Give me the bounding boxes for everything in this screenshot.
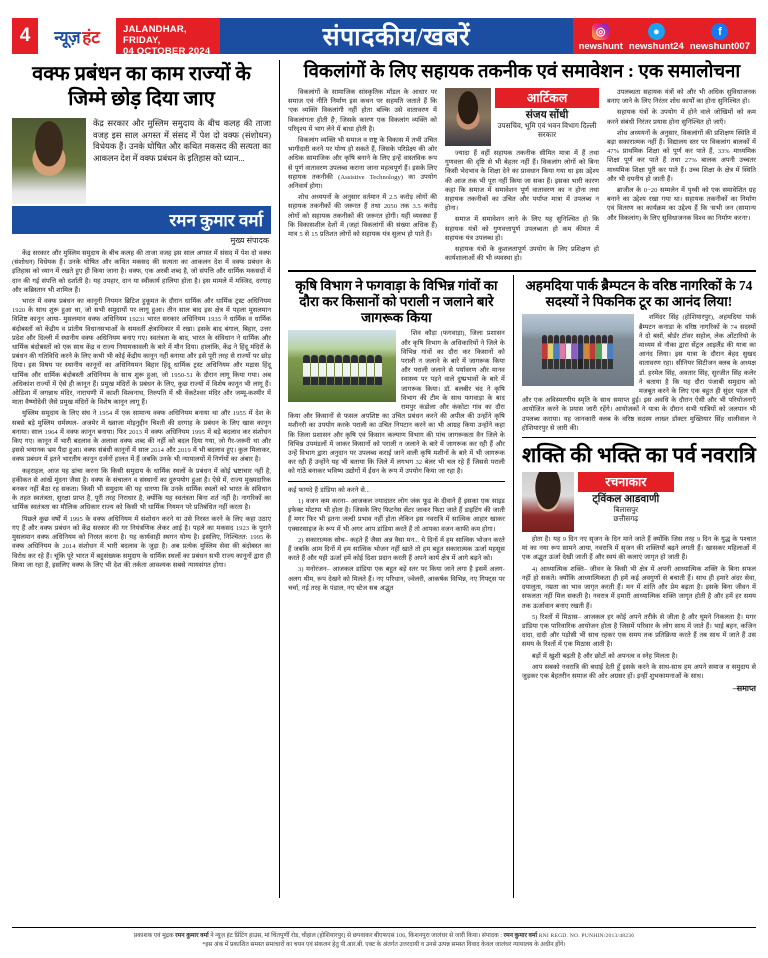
feature-col-2-text: ज्यादा हैं वहीं सहायक तकनीक सीमित मात्रा में हैं तथा गुणवत्ता की दृष्टि से भी बेहतर नहीं हैं। विकलांग लोगों को बिना किसी भेदभाव के शिक्षा देने का प्रावधान किया गया था इस उद्देश्य की आज तक भी पूरा नहीं किया जा सका हैं। इसका भारी कारण कहा कि समाज में समावेशन पूर्ण वातावरण का न होना तथा सहायक तकनीकों का उचित और पर्याप्त मात्रा में उपलब्ध न होना। समाज में समावेशन लाने के लिए यह सुनिश्चित हो कि सहायक यंत्रों को गुणवत्तापूर्ण उपलब्धता हो कम कीमत में सहायक यंत्र उपलब्ध हो। सहायक यंत्रों के कुशलतापूर्ण उपयोग के लिए प्रशिक्षण हो कार्यशालाओं की भी व्यवस्था हो।	[445, 150, 599, 263]
editorial-headline: वक्फ प्रबंधन का काम राज्यों के जिम्मे छोड़ दिया जाए	[32, 63, 251, 110]
facebook-icon: f	[711, 23, 728, 40]
edition-place: JALANDHAR, FRIDAY,	[123, 24, 187, 46]
twitter-handle: newshunt24	[628, 41, 684, 52]
section-title: संपादकीय/खबरें	[220, 18, 573, 54]
navratri-author-name: ट्विंकल आडवाणी	[592, 494, 660, 506]
news-story-farm	[288, 275, 505, 898]
footer-editor-name: रमन कुमार वर्मा	[503, 933, 538, 939]
footer-publisher-detail: ने न्यूज़ हंट प्रिंटिंग हाउस, मां चिंतपूर्णी रोड, चौहाल (होशियारपुर) से छपवाकर बीएफएस 106, किशनपुरा जालंधर से जारी किया। संपादक :	[208, 933, 504, 939]
navratri-headline: शक्ति की भक्ति का पर्व नवरात्रि	[522, 443, 756, 468]
feature-article	[288, 60, 756, 265]
fitness-body: कई फायदे हैं डांडिया को करने से... 1) वजन कम करना– आजकल ज्यादातर लोग जंक फूड के दीवाने हैं इसका एक साइड इफेक्ट मोटापा भी होता है। जिसके लिए फिटनेस सेंटर जाकर फिटा जाते हैं डाइटिंग की जाती हैं मगर फिर भी इतना जल्दी प्रभाव नहीं होता लेकिन इस नवरात्रि में सात्विक आहार खाकर एक्सरसाइज के रूप में भी अगर आप डांडिया करते हैं तो आपका वजन काफी कम होगा। 2) सकारात्मक सोच– कहते हैं जैसा अन्न वैसा मन... ये दिनों में हम सात्विक भोजन करते हैं जबकि आम दिनों में हम सात्विक भोजन नहीं खाते तो हम बहुत सकारात्मक ऊर्जा महसूस करते हैं और यही ऊर्जा हमें कोई दिशा प्रदान करती हैं अपने कार्य क्षेत्र में आगे बढ़ने को। 3) मनोरंजन– आजकल डांडिया एक बहुत बड़े स्तर पर किया जाने लगा है इसमें अलग-अलग थीम, रूप देखने को मिलते हैं। नए परिधान, ज्वेलरी, आकर्षक विभिन्न, नए गिफ्ट्स पर चर्चा, नई तरह के पंडाल, नए स्टेज सब अद्भुत	[288, 486, 505, 592]
credit-tag: आर्टिकल	[495, 88, 599, 108]
farm-body: शिव कौड़ा (फगवाड़ा), जिला प्रशासन और कृषि विभाग के अधिकारियों ने जिले के विभिन्न गांवों का दौरा कर किसानों को पराली न जलाने के बारे में जागरूक किया और पराली जलाने से पर्यावरण और मानव स्वास्थ्य पर पड़ने वाले दुष्प्रभावों के बारे में जागरूक किया। डॉ. बलबीर चंद ने कृषि विभाग की टीम के साथ फगवाड़ा के बाद रामपुर कंडोला और कंकोटा गांव का दौरा किया और किसानों से फसल अपशिष्ट का उचित प्रबंधन करने की अपील की उन्होंने कृषि मशीनरी का उपयोग करके पराली का उचित निपटान करने का भी आग्रह किया उन्होंने कहा कि जिला प्रशासन और कृषि एवं किसान कल्याण विभाग की पांच जागरूकता वैन जिले के विभिन्न उपमंडलों में जाकर किसानों को पराली न जलाने के बारे में जागरूक कर रही हैं और उन्हें विभाग द्वारा अनुदान पर उपलब्ध कराई जाने वाली कृषि मशीनों के बारे में भी जागरूक कर रही हैं उन्होंने यह भी बताया कि जिले में लगभग 32 बेलर भी चल रहे हैं जिससे पराली को गांठें बनाकर भविष्य उद्योगों में ईंधन के रूप में उपयोग किया जा रहा है।	[288, 330, 505, 476]
instagram-icon: ◎	[592, 23, 609, 40]
farm-headline: कृषि विभाग ने फगवाड़ा के विभिन्न गांवों का दौरा कर किसानों को पराली न जलाने बारे जागरूक किया	[295, 278, 498, 326]
author-credit-card	[495, 88, 599, 139]
footer-publisher-prefix: प्रकाशक एवं मुद्रक	[133, 933, 176, 939]
facebook-handle: newshunt007	[689, 41, 750, 52]
newspaper-logo	[38, 18, 116, 54]
author-name: संजय सोंधी	[525, 110, 569, 121]
page-number: 4	[12, 18, 38, 54]
edition-place-date	[116, 18, 220, 57]
footer-rni-number: RNI REGD. NO. PUNHIN/2013/48236	[537, 933, 635, 939]
footer-publisher-name: रमन कुमार वर्मा	[175, 933, 209, 939]
instagram-handle: newshunt	[578, 41, 623, 52]
navratri-credit-card	[578, 472, 674, 523]
social-facebook[interactable]	[690, 23, 750, 52]
author-photo	[445, 88, 491, 146]
farmers-photo	[288, 330, 396, 402]
editorial-column	[12, 60, 280, 898]
photo-figures	[288, 330, 396, 402]
news-story-picnic	[513, 275, 756, 898]
navratri-author-city: बिलासपुर	[613, 506, 639, 515]
editor-photo	[12, 118, 86, 204]
feature-headline: विकलांगों के लिए सहायक तकनीक एवं समावेशन : एक समालोचना	[303, 62, 741, 82]
logo-text-part1: न्यूज़	[54, 27, 81, 47]
social-handles	[573, 18, 756, 54]
seniors-photo	[522, 314, 634, 386]
picnic-body: शमिंदर सिंह (होशियारपुर), अहमदिया पार्क ब्रैम्पटन कनाडा के वरिष्ठ नागरिकों के 74 सदस्यों ने दो बसों, बोर्डर टॉवर सहोल, लेक ओंटारियो के माध्यम से नौका द्वारा सेंट्रल आइलैंड की यात्रा का आनंद लिया। इस यात्रा के दौरान बेहद सुखद वातावरण रहा। सीनियर सिटीजन क्लब के अध्यक्ष डॉ. हरमेल सिंह, अवतार सिंह, सुरजीत सिंह कलेर ने बताया है कि यह दौरा पंजाबी समुदाय को मजबूत करने के लिए एक बहुत ही सुंदर पहल थी और एक अविस्मरणीय स्मृति के साथ समाप्त हुई। इस अवधि के दौरान ऐसी और भी परियोजनाएँ आयोजित करने के प्रयास जारी रहेंगे। आयोजकों ने यात्रा के दौरान सभी यात्रियों को जलपान भी उपलब्ध कराया। यह जानकारी क्लब के वरिष्ठ सदस्य लाख्न डॉक्टर मुख्तियार सिंह धालीवाल ने होशियारपुर से जारी की।	[521, 314, 756, 432]
editorial-intro: केंद्र सरकार और मुस्लिम समुदाय के बीच कलह की ताजा वजह इस साल अगस्त में संसद में पेश दो वक्फ (संशोधन) विधेयक हैं। उनके घोषित और कथित मकसद की सत्यता का आकलन देश में वक्फ प्रबंधन के इतिहास को ध्यान...	[93, 119, 271, 163]
logo-text-part2: हंट	[82, 27, 100, 47]
news-row	[288, 275, 756, 898]
twitter-icon: ●	[648, 23, 665, 40]
editorial-author-block	[12, 118, 271, 204]
feature-col-3: उपलब्धता सहायक यंत्रों को और भी अधिक सुविधाजनक बनाए जाने के लिए निरंतर शोध कार्यों का होना सुनिश्चित हो। सहायक यंत्रों के उपयोग में होने वाले जोखिमों को कम करने संबंधी निरंतर प्रयास होना सुनिश्चित हो जाएँ। शोध अध्ययनों के अनुसार, विकलांगों की प्रशिक्षण स्थिति में बड़ा सकारात्मक नहीं हैं। विद्यालय स्तर पर विकलांग बालकों में 47% प्राथमिक शिक्षा को पूर्ण कर पाते हैं, 33% माध्यमिक शिक्षा पूर्ण कर पाते हैं तथा 27% बालक अपनी उच्चतर माध्यमिक शिक्षा पूरी कर पाते हैं। उच्च शिक्षा के क्षेत्र में स्थिति और भी दयनीय हो जाती हैं। ब्राजील के 0−20 सम्मलेन में पृथ्वी को एक समावेशित ग्रह बनाने का उद्देश्य रखा गया था। सहायक तकनीकों का निर्माण एवं वितरण का कार्यक्रम का उद्देश्य हैं कि 'सभी जन (सामान्य और विकलांग) के लिए सुविधाजनक विश्व का निर्माण करना'।	[607, 89, 756, 222]
navratri-credit-block	[522, 472, 756, 532]
newspaper-page	[0, 18, 768, 958]
news-area	[280, 60, 756, 898]
credit-tag: रचनाकार	[578, 472, 674, 492]
edition-date: 04 OCTOBER 2024	[123, 46, 211, 57]
feature-col-1: विकलांगों के सामाजिक सांस्कृतिक मॉडल के आधार पर समाज एवं नीति निर्माण इस कथन पर सहमति जताते हैं कि 'एक व्यक्ति विकलांगी नहीं होता बल्कि उसे वातावरण में विकलांगता होती हैं', जिसके कारण एक विकलांग व्यक्ति को परिदृश्य में भाग लेने में बाधा होती है। विकलांग व्यक्ति भी समाज व राष्ट्र के विकास में तभी उचित भागीदारी करने पर योग्य हो सकते हैं, जिसके परिप्रेक्ष्य की ओर अधिक सामाजिक और कृषि बनाने के लिए इन्हें वास्तविक रूप से पूर्ण वातावरण उपलब्ध कराना जाना महत्वपूर्ण हैं। इसके लिए सहायक तकनीकी (Assistive Technology) का उपयोग अनिवार्य होगा। शोध अध्ययनों के अनुसार वर्तमान में 2.5 करोड़ लोगों की सहायक तकनीकों की जरूरत हैं तथा 2050 तक 3.5 करोड़ लोगों को सहायक तकनीकों की जरूरत होगी। यहीं व्यवस्था हैं कि विकासशील देशों में (जहां विकलांगों की संख्या अधिक हैं) मात्र 5 से 15 प्रतिशत लोगों को सहायक यंत्र सुलभ हो पाते हैं।	[288, 89, 437, 239]
end-mark: –समाप्त	[732, 684, 756, 694]
picnic-headline: अहमदिया पार्क ब्रैम्पटन के वरिष्ठ नागरिकों के 74 सदस्यों ने पिकनिक टूर का आनंद लिया!	[525, 278, 753, 310]
photo-figures	[522, 314, 634, 386]
footer-line-2: *इस अंक में प्रकाशित समस्त समाचारों का चयन एवं संकलन हेतु पी.आर.बी. एक्ट के अंतर्गत उत्तरदायी व उनसे उत्पन्न समस्त विवाद केवल जालंधर न्यायालय के अधीन होंगे।	[202, 942, 566, 948]
page-footer	[12, 927, 756, 950]
sub-divider-farm	[288, 481, 505, 482]
social-twitter[interactable]	[629, 23, 684, 52]
navratri-body: होता है। यह 9 दिन नए सृजन के दिन माने जाते हैं क्योंकि जिस तरह 9 दिन के युद्ध के पश्चात मां का नया रूप सामने आया, नवरात्रि में सृजन की शक्तियाँ बढ़ने लगती हैं। खासकर महिलाओं में एक अद्भुत ऊर्जा देखी जाती हैं और स्वयं की कलाएं जागृत हो जाती हैं। 4) आध्यात्मिक शक्ति– जीवन के किसी भी क्षेत्र में अपनी आध्यात्मिक शक्ति के बिना सफल नहीं हो सकते। क्योंकि आध्यात्मिकता ही हमें कई अवगुणों से बचाती हैं। साथ ही हमारे अंदर सेवा, दयालुता, नम्रता का भाव जागृत करती हैं। मन में शांति और प्रेम बढ़ता है। इसके बिना जीवन में सफलता नहीं मिल सकती है। नवरात्र में हमारी आध्यात्मिक शक्ति जागृत होती है और हमें हर समय तक ऊर्जावान बनाए रखती हैं। 5) रिश्तों में मिठास– आजकल हर कोई अपने तरीके से जीता है और घूमने निकलता है। मगर डांडिया एक पारिवारिक आयोजन होता है जिसमें परिवार के लोग साथ में जाते हैं। भाई बहन, कजिन दादा, दादी और पड़ोसी भी साथ रहकर एक समय तक प्रतिक्रिया करते हैं तब साथ में जाते हैं उस समय के रिश्तों में एक मिठास आती है। बड़ों में खुशी बढ़ती है और छोटों को अपनत्व व स्नेह मिलता है। आप सबको नवरात्रि की बधाई देती हूँ इसके करने के साथ-साथ हम अपने समाज व समुदाय से जुड़कर एक बेहतरीन समाज की ओर अग्रसर हों। इन्हीं शुभकामनाओं के साथ।	[521, 536, 756, 680]
navratri-author-photo	[522, 472, 574, 532]
editorial-author-name: रमन कुमार वर्मा	[12, 206, 271, 234]
feature-credit-block	[445, 88, 599, 146]
author-role: उपसचिव, भूमि एवं भवन विभाग दिल्ली सरकार	[497, 122, 597, 139]
navratri-author-state: छत्तीसगढ़	[613, 514, 639, 523]
editorial-author-role: मुख्य संपादक	[230, 236, 269, 245]
feature-col-2	[445, 88, 599, 265]
social-instagram[interactable]	[579, 23, 623, 52]
feature-columns	[288, 88, 756, 265]
page-content	[12, 60, 756, 898]
section-divider-1	[288, 270, 756, 272]
sub-divider-picnic	[522, 437, 756, 438]
masthead	[12, 18, 756, 57]
editorial-body: केंद्र सरकार और मुस्लिम समुदाय के बीच कलह की ताजा वजह इस साल अगस्त में संसद में पेश दो वक्फ (संशोधन) विधेयक हैं। उनके घोषित और कथित मकसद की सत्यता का आकलन देश में वक्फ प्रबंधन के इतिहास को ध्यान में रखते हुए ही किया जाना है। वक्फ, एक अरबी शब्द है, जो संपत्ति और धार्मिक मकसदों में दान की गई संपत्ति को दर्शाती है। यह उपहार, दान या स्वीकार्य हालिया होता है। इस मामले में मस्जिद, दरगाह और कब्रिस्तान भी शामिल हैं। भारत में वक्फ प्रबंधन का कानूनी नियमन ब्रिटिश हुकूमत के दौरान धार्मिक और धार्मिक ट्रस्ट अधिनियम 1920 के साथ शुरू हुआ था, जो सभी समुदायों पर लागू हुआ। तीन साल बाद इस क्षेत्र में पहला मुसलमान विशिष्ट कानून आया- मुसलमान वक्फ अधिनियम 1923। भारत सरकार अधिनियम 1935 ने धार्मिक व धार्मिक बंदोबस्तों को केंद्रीय व प्रांतीय विधानसभाओं के समवर्ती क्षेत्राधिकार में रखा। इसके बाद बंगाल, बिहार, उत्तर प्रदेश और दिल्ली में स्थानीय वक्फ अधिनियम बनाए गए। स्वतंत्रता के बाद, भारत के संविधान ने धार्मिक और धार्मिक बंदोबस्तों को एक साथ केंद्र व राज्य नियामकावली के बारे में मौन दिया। हालांकि, केंद्र ने हिंदू मंदिरों के प्रबंधन की गतिविधि करने के लिए कभी भी कोई केंद्रीय कानून नहीं बनाया और इसे पूरी तरह से राज्यों पर छोड़ दिया। इस विषय पर स्थानीय कानूनों का अधिनियमन बिहार हिंदू धार्मिक ट्रस्ट अधिनियम और मद्रास हिंदू धार्मिक और धार्मिक बंदोबस्ती अधिनियम के साथ शुरू हुआ, जो 1950-51 के दौरान लागू किया गया। अब अधिकांश राज्यों में ऐसे ही कानून हैं। प्रमुख मंदिरों के प्रबंधन के लिए, कुछ राज्यों में विशेष कानून भी लागू हैं। ओडिशा में जगन्नाथ मंदिर, नारायणी में काशी विश्वनाथ, तिरुपति में श्री वेंकटेश्वर मंदिर और जम्मू-कश्मीर में माता वैष्णोदेवी जैसे प्रमुख मंदिरों के विशेष कानून लागू हैं। मुस्लिम समुदाय के लिए संघ ने 1954 में एक सामान्य वक्फ अधिनियम बनाया था और 1955 में देश के सबसे बड़े मुस्लिम धर्मस्थल- अजमेर में ख्वाजा मोइनुद्दीन चिश्ती की दरगाह के प्रबंधन के लिए खास कानून बनाया। साल 1964 में वक्फ कानून बनाया। फिर 2013 में वक्फ अधिनियम 1995 में बड़े बदलाव कर संशोधन किए गए। कानून में भारी बदलाव के अलावा वक्फ शब्द की नहीं को बदल दिया गया, जो गैर-जरूरी था और इससे भयानक भ्रम पैदा हुआ। वक्फ संबंधी कानूनों में साल 2014 और 2019 में भी बदलाव हुए। कुल मिलाकर, वक्फ प्रबंधन में इतने भारतीय कानून दर्जनों हालत में हैं जबकि उनके भी न्यायालयों में निर्णयों का अंबार है। कहराहल, आज यह ढांचा करना कि किसी समुदाय के धार्मिक स्थलों के प्रबंधन में कोई भ्रष्टाचार नहीं है, हकीकत से आंखें मूंदना जैसा है। वक्फ के संचालन व संस्थानों का दुरुपयोग हुआ है। ऐसे में, राज्य मुख्यदारिक बनकर नहीं बैठा रह सकता। किसी भी समुदाय की यह धारणा कि उनके धार्मिक स्थलों को भारत के संविधान के तहत स्वतंत्रता, सुरक्षा प्राप्त है, पूरी तरह निराधार है, क्योंकि यह स्वतंत्रता बिना शर्त नहीं है। नागरिकों का धार्मिक स्वतंत्रता का मौलिक अधिकार राज्य को किसी भी धार्मिक नियमन परे प्रतिबंधित नहीं करता है। पिछले कुछ वर्षों में 1995 के वक्फ अधिनियम में संशोधन करने या उसे निरस्त करने के लिए कहा उठाए गए हैं और वक्फ प्रबंधन को केंद्र सरकार की गर नियंत्रणिक लेकर आई है। पहले का मकसद 1923 के पुराने मुसलमान वक्फ अधिनियम को निरस्त करना है। यह कार्यवाही स्थगन योग्य है। इसलिए, निश्चितत: 1995 के वक्फ अधिनियम के 2014 संशोधन में भारी बदलाव के जुड़ा है। अब प्रत्येक मुस्लिम सेवा की बंदोबस्त का विरोध कर रहे हैं। चूंकि पूरे भारत में बहुसंख्यक समुदाय के धार्मिक स्थलों का प्रबंधन सभी राज्य कानूनों द्वारा ही किया जा रहा है, इसलिए वक्फ के लिए भी देश की तर्कता आवश्यक सबसे न्यायसंगत होगा।	[12, 250, 271, 569]
